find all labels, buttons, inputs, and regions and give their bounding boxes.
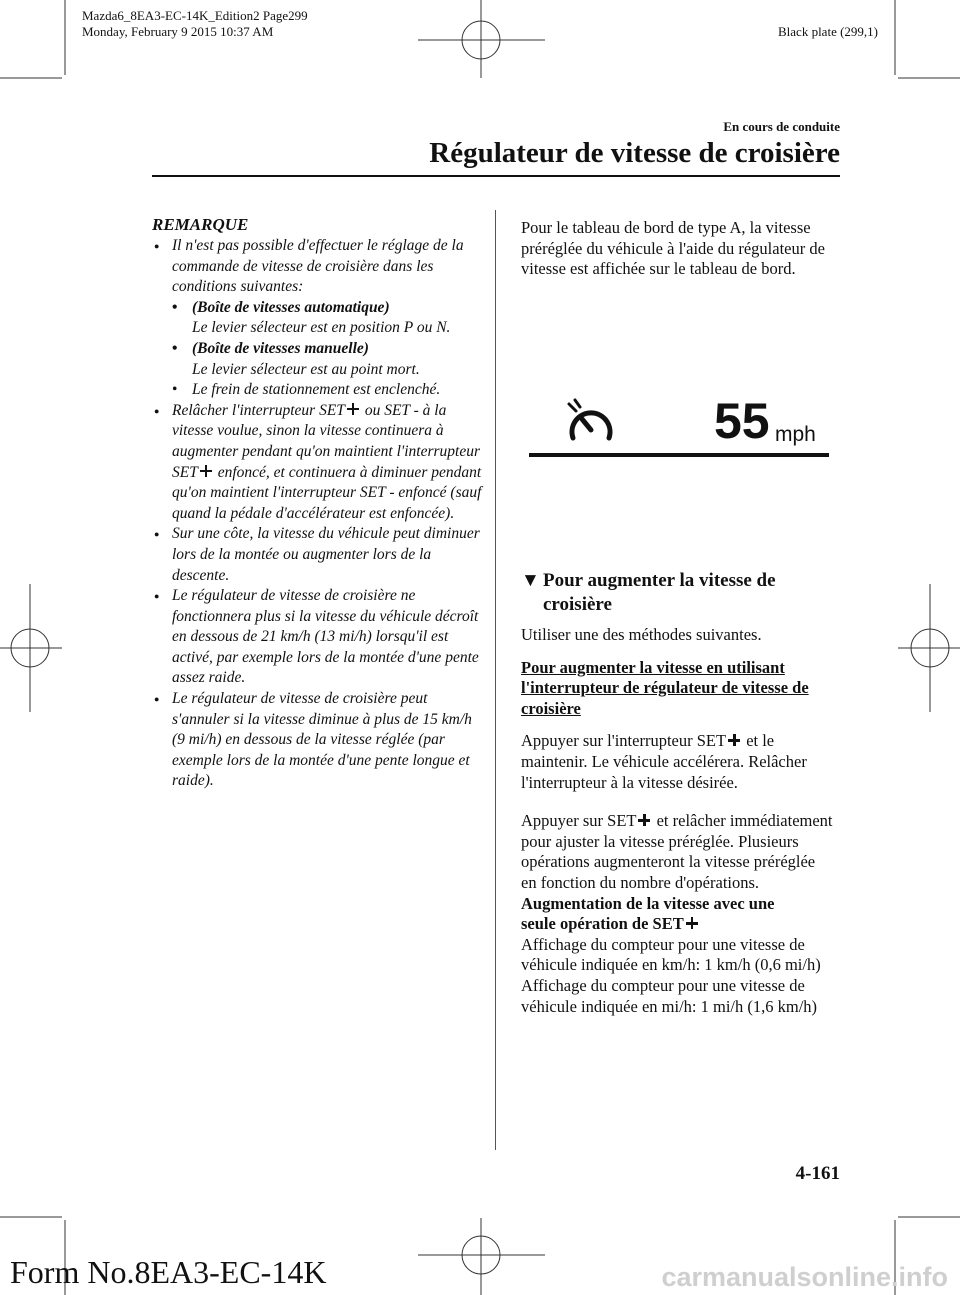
paragraph-text: et le maintenir. Le véhicule accélérera. Relâcher l'interrupteur à la vitesse désirée. bbox=[521, 731, 807, 792]
paragraph: Affichage du compteur pour une vitesse de véhicule indiquée en mi/h: 1 mi/h (1,6 km/h) bbox=[521, 975, 818, 1016]
bold-heading bbox=[521, 914, 833, 935]
display-underline bbox=[529, 453, 829, 457]
note-subitem: • Le frein de stationnement est enclenché. bbox=[152, 380, 482, 401]
subheading bbox=[521, 569, 833, 617]
bold-heading: Augmentation de la vitesse avec une bbox=[521, 893, 775, 913]
note-item: ● Sur une côte, la vitesse du véhicule peut diminuer lors de la montée ou augmenter lors de la descente. bbox=[152, 524, 482, 586]
note-subitem-title: • (Boîte de vitesses manuelle) bbox=[152, 339, 482, 360]
plus-icon bbox=[728, 734, 740, 746]
paragraph bbox=[521, 731, 833, 793]
methods-text: Utiliser une des méthodes suivantes. bbox=[521, 625, 762, 644]
note-subitem-title: • (Boîte de vitesses automatique) bbox=[152, 298, 482, 319]
header-rule bbox=[152, 175, 840, 177]
remarque-block bbox=[152, 214, 482, 792]
plus-icon bbox=[686, 917, 698, 929]
paragraph-text: Appuyer sur SET bbox=[521, 811, 637, 831]
note-subitem-text: Le levier sélecteur est au point mort. bbox=[192, 360, 420, 378]
paragraph-text: Appuyer sur l'interrupteur SET bbox=[521, 731, 727, 751]
speed-unit: mph bbox=[775, 423, 816, 446]
plate-info: Black plate (299,1) bbox=[778, 24, 878, 39]
note-subitem-text: Le levier sélecteur est en position P ou N. bbox=[192, 319, 451, 337]
plus-icon bbox=[200, 465, 212, 477]
section-title: Régulateur de vitesse de croisière bbox=[429, 137, 840, 169]
paragraph: Affichage du compteur pour une vitesse de véhicule indiquée en km/h: 1 km/h (0,6 mi/h) bbox=[521, 934, 821, 975]
file-line: Mazda6_8EA3-EC-14K_Edition2 Page299 bbox=[82, 8, 308, 23]
paragraph-text: et relâcher immédiatement pour ajuster la vitesse préréglée. Plusieurs opérations augmenteront la vitesse préréglée en fonction du nombre d'opérations. bbox=[521, 811, 833, 892]
note-item bbox=[152, 401, 482, 525]
plus-icon bbox=[347, 403, 359, 415]
intro-paragraph bbox=[521, 218, 833, 280]
plus-icon bbox=[638, 814, 650, 826]
note-text: enfoncé, et continuera à diminuer pendant qu'on maintient l'interrupteur SET - enfoncé (sauf quand la pédale d'accélérateur est enfoncée). bbox=[172, 463, 482, 522]
remarque-heading: REMARQUE bbox=[152, 215, 249, 234]
cruise-speedometer-icon bbox=[561, 398, 621, 448]
right-body bbox=[521, 625, 833, 1017]
note-item: ● Le régulateur de vitesse de croisière ne fonctionnera plus si la vitesse du véhicule décroît en dessous de 21 km/h (13 mi/h) lorsqu'il est activé, par exemple lors de la montée d'une pente assez raide. bbox=[152, 586, 482, 689]
underline-heading: Pour augmenter la vitesse en utilisant l'interrupteur de régulateur de vitesse de croisière bbox=[521, 657, 809, 718]
note-item: ● Il n'est pas possible d'effectuer le réglage de la commande de vitesse de croisière dans les conditions suivantes: bbox=[152, 236, 482, 298]
bold-heading-text: seule opération de SET bbox=[521, 914, 684, 934]
speed-value: 55 bbox=[714, 393, 770, 449]
note-text: ou SET - à la vitesse voulue, sinon la vitesse continuera à augmenter pendant qu'on maintient l'interrupteur SET bbox=[172, 401, 480, 481]
triangle-down-icon: ▼ bbox=[521, 570, 540, 591]
note-item: ● Le régulateur de vitesse de croisière peut s'annuler si la vitesse diminue à plus de 15 km/h (9 mi/h) en dessous de la vitesse réglée (par exemple lors de la montée d'une pente longue et raide). bbox=[152, 689, 482, 792]
speed-display bbox=[529, 390, 829, 462]
file-info bbox=[82, 8, 308, 40]
subheading-text: Pour augmenter la vitesse de croisière bbox=[543, 570, 776, 615]
section-category: En cours de conduite bbox=[723, 119, 840, 134]
note-text: Relâcher l'interrupteur SET bbox=[172, 401, 345, 419]
watermark: carmanualsonline.info bbox=[661, 1262, 948, 1292]
column-divider bbox=[495, 210, 496, 1150]
page-number: 4-161 bbox=[795, 1163, 840, 1184]
intro-text: Pour le tableau de bord de type A, la vitesse préréglée du véhicule à l'aide du régulateur de vitesse est affichée sur le tableau de bord. bbox=[521, 218, 825, 279]
form-number: Form No.8EA3-EC-14K bbox=[10, 1254, 327, 1290]
date-line: Monday, February 9 2015 10:37 AM bbox=[82, 24, 274, 39]
paragraph bbox=[521, 811, 833, 893]
